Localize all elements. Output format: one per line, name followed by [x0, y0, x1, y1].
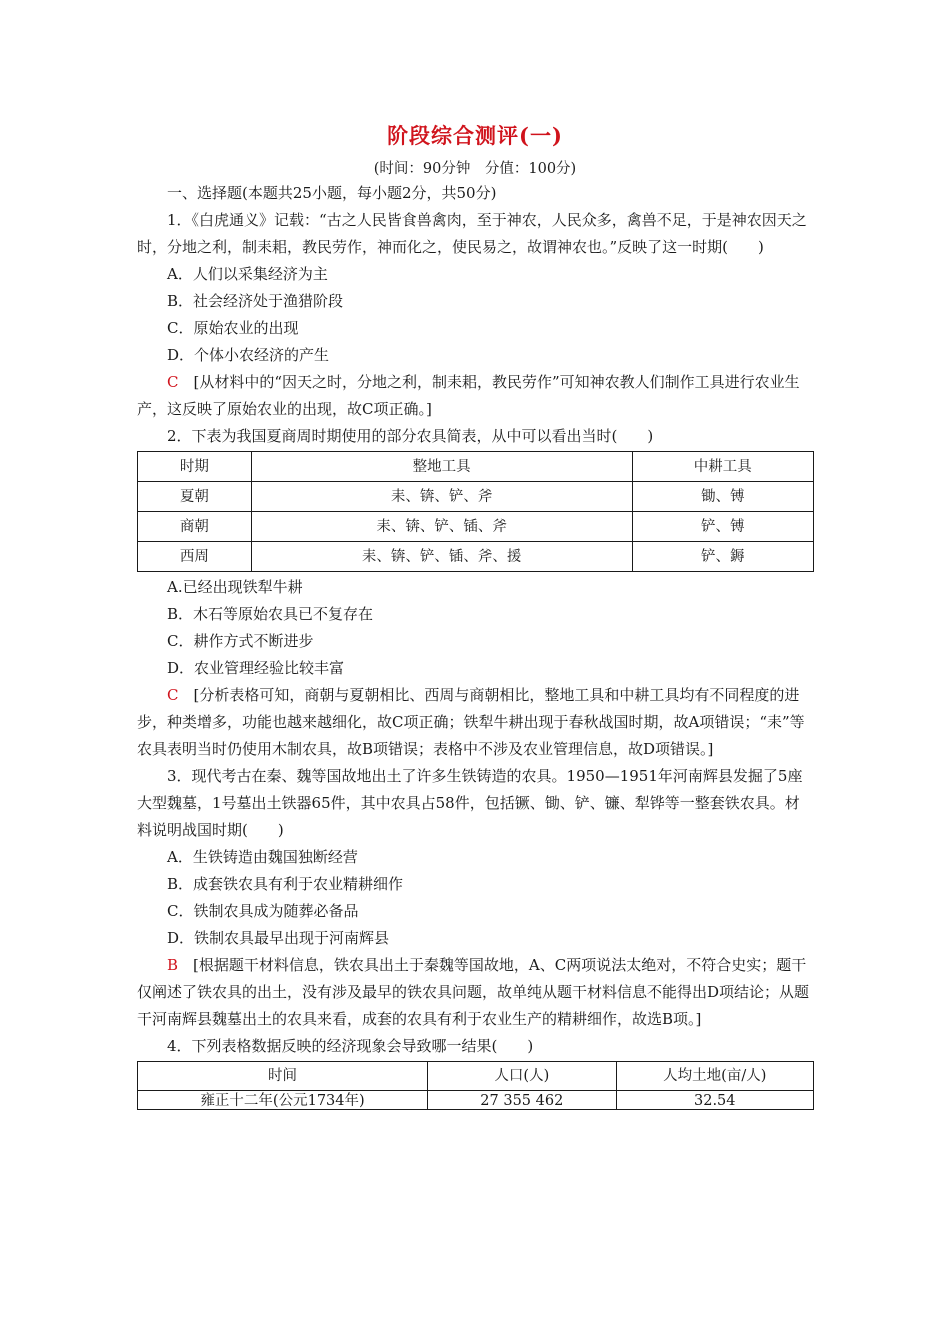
exam-info: (时间：90分钟 分值：100分) [373, 161, 577, 177]
table-header-cell: 中耕工具 [632, 452, 814, 482]
q1-option-c: C．原始农业的出现 [167, 319, 299, 337]
q2-answer-block [137, 682, 814, 763]
content [137, 180, 814, 1112]
table-row [138, 512, 814, 542]
table-cell: 27 355 462 [428, 1091, 616, 1110]
table-cell: 32.54 [616, 1091, 813, 1110]
q2-explanation: [分析表格可知，商朝与夏朝相比、西周与商朝相比，整地工具和中耕工具均有不同程度的进步，种类增多，功能也越来越细化，故C项正确；铁犁牛耕出现于春秋战国时期，故A项错误；“耒”等农具表明当时仍使用木制农具，故B项错误；表格中不涉及农业管理信息，故D项错误。] [137, 686, 805, 758]
q3-answer: B [167, 956, 179, 974]
table-cell: 铲、镈 [632, 512, 814, 542]
table-cell: 耒、锛、铲、锸、斧、援 [251, 542, 632, 572]
q3-stem: 3．现代考古在秦、魏等国故地出土了许多生铁铸造的农具。1950—1951年河南辉县发掘了5座大型魏墓，1号墓出土铁器65件，其中农具占58件，包括镢、锄、铲、镰、犁铧等一整套铁农具。材料说明战国时期( ) [137, 767, 803, 839]
q1-option-b: B．社会经济处于渔猎阶段 [167, 292, 344, 310]
q2-answer: C [167, 686, 179, 704]
section-heading: 一、选择题(本题共25小题，每小题2分，共50分) [167, 184, 497, 202]
page-title: 阶段综合测评(一) [387, 123, 563, 148]
table-cell: 商朝 [138, 512, 252, 542]
q3-answer-block [137, 952, 814, 1033]
q3-option-b: B．成套铁农具有利于农业精耕细作 [167, 875, 404, 893]
q1-stem: 1．《白虎通义》记载：“古之人民皆食兽禽肉，至于神农，人民众多，禽兽不足，于是神农因天之时，分地之利，制耒耜，教民劳作，神而化之，使民易之，故谓神农也。”反映了这一时期( ) [137, 211, 807, 256]
q1-explanation: [从材料中的“因天之时，分地之利，制耒耜，教民劳作”可知神农教人们制作工具进行农业生产，这反映了原始农业的出现，故C项正确。] [137, 373, 800, 418]
table-header-cell: 整地工具 [251, 452, 632, 482]
q3-explanation: [根据题干材料信息，铁农具出土于秦魏等国故地，A、C两项说法太绝对，不符合史实；题干仅阐述了铁农具的出土，没有涉及最早的铁农具问题，故单纯从题干材料信息不能得出D项结论；从题干河南辉县魏墓出土的农具来看，成套的农具有利于农业生产的精耕细作，故选B项。] [137, 956, 810, 1028]
q1-answer: C [167, 373, 179, 391]
q3-option-c: C．铁制农具成为随葬必备品 [167, 902, 359, 920]
table-cell: 铲、鎒 [632, 542, 814, 572]
q2-option-d: D．农业管理经验比较丰富 [167, 659, 345, 677]
table-header-cell: 人口(人) [428, 1062, 616, 1091]
table-header-row [138, 452, 814, 482]
table-cell: 雍正十二年(公元1734年) [138, 1091, 428, 1110]
table-row [138, 1091, 814, 1110]
q2-option-c: C．耕作方式不断进步 [167, 632, 314, 650]
q1-option-d: D．个体小农经济的产生 [167, 346, 330, 364]
table-header-row [138, 1062, 814, 1091]
q2-option-b: B．木石等原始农具已不复存在 [167, 605, 374, 623]
table-cell: 夏朝 [138, 482, 252, 512]
table-cell: 耒、锛、铲、锸、斧 [251, 512, 632, 542]
table-cell: 锄、镈 [632, 482, 814, 512]
q2-table [137, 451, 814, 572]
q3-option-a: A．生铁铸造由魏国独断经营 [167, 848, 358, 866]
q4-table [137, 1061, 814, 1110]
table-header-cell: 时间 [138, 1062, 428, 1091]
table-cell: 西周 [138, 542, 252, 572]
q4-stem: 4．下列表格数据反映的经济现象会导致哪一结果( ) [167, 1037, 534, 1055]
q2-option-a: A.已经出现铁犁牛耕 [167, 578, 303, 596]
q3-option-d: D．铁制农具最早出现于河南辉县 [167, 929, 390, 947]
table-row [138, 542, 814, 572]
table-header-cell: 人均土地(亩/人) [616, 1062, 813, 1091]
table-cell: 耒、锛、铲、斧 [251, 482, 632, 512]
q1-answer-block [137, 369, 814, 423]
q1-option-a: A．人们以采集经济为主 [167, 265, 328, 283]
table-header-cell: 时期 [138, 452, 252, 482]
table-row [138, 482, 814, 512]
q2-stem: 2．下表为我国夏商周时期使用的部分农具简表，从中可以看出当时( ) [167, 427, 654, 445]
